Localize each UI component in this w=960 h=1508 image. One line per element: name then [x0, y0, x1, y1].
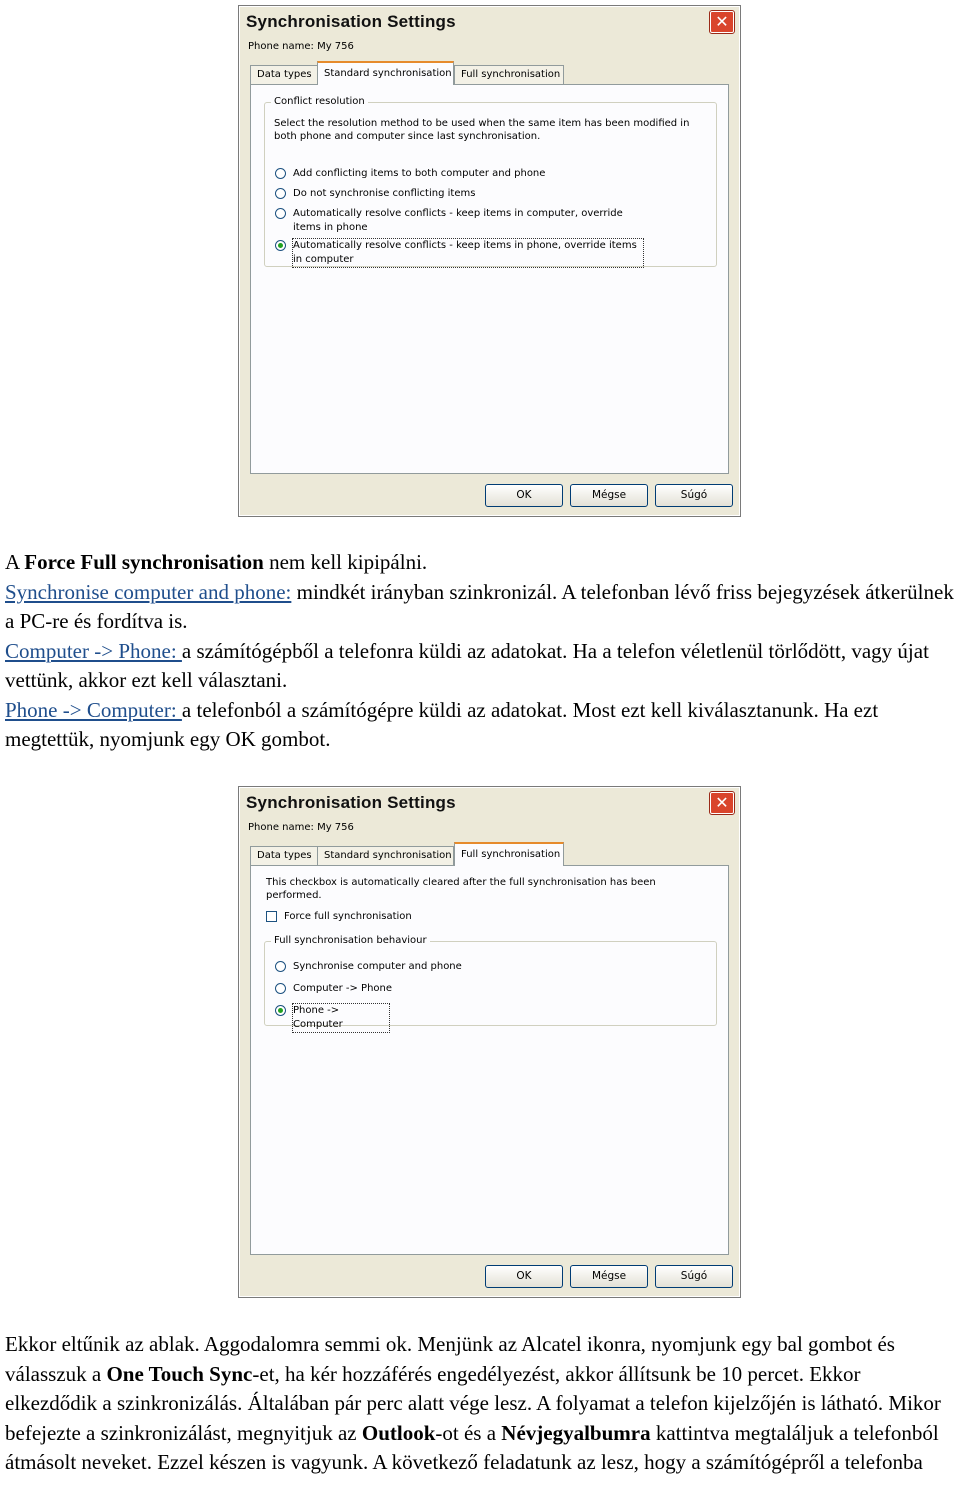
tab-standard-synchronisation[interactable]: Standard synchronisation — [317, 61, 454, 85]
group-title: Full synchronisation behaviour — [271, 935, 430, 946]
computer-to-phone-link: Computer -> Phone: — [5, 638, 182, 663]
close-icon[interactable]: ✕ — [710, 11, 734, 33]
sync-settings-dialog-standard — [238, 5, 741, 517]
radio-button[interactable] — [275, 983, 286, 994]
tab-panel — [250, 865, 729, 1255]
option-label: Add conflicting items to both computer and phone — [293, 168, 546, 179]
computer-to-phone-line — [5, 637, 957, 696]
tab-data-types[interactable]: Data types — [250, 65, 318, 84]
radio-button-selected[interactable] — [275, 240, 286, 251]
text: Ekkor eltűnik az ablak. Aggodalomra semmi ok. Menjünk az Alcatel ikonra, nyomjunk egy bal gombot és válasszuk a — [5, 1332, 895, 1386]
one-touch-sync-bold: One Touch Sync — [106, 1361, 253, 1386]
text: nem kell kipipálni. — [263, 550, 428, 574]
full-sync-behaviour-group — [264, 935, 717, 1030]
close-icon[interactable]: ✕ — [710, 792, 734, 814]
phone-to-computer-line — [5, 696, 957, 755]
text: -ot és a — [435, 1420, 502, 1445]
cancel-button[interactable]: Mégse — [570, 484, 648, 507]
radio-button[interactable] — [275, 188, 286, 199]
conflict-resolution-group — [264, 96, 717, 267]
help-button[interactable]: Súgó — [655, 1265, 733, 1288]
tab-panel — [250, 84, 729, 474]
option-label: Computer -> Phone — [293, 983, 393, 994]
checkbox[interactable] — [266, 911, 277, 922]
text: kattintva megtaláljuk a telefonból átmásolt neveket. Ezzel készen is vagyunk. A következő feladatunk az lesz, hogy a számítógépről a telefonba — [5, 1420, 939, 1474]
tab-full-synchronisation[interactable]: Full synchronisation — [454, 842, 564, 866]
option-label: Automatically resolve conflicts - keep items in phone, override items in computer — [293, 239, 643, 267]
text: -et, ha kér hozzáférés engedélyezést, akkor állítsunk be 10 percet. Ekkor elkezdődik a szinkronizálás. Általában pár perc alatt vége lesz. A folyamat a telefon kijelzőjén is látható. Mikor befejezte a szinkronizálást, megnyitjuk az — [5, 1361, 941, 1445]
tab-data-types[interactable]: Data types — [250, 846, 318, 865]
ok-button[interactable]: OK — [485, 1265, 563, 1288]
force-full-line — [5, 548, 957, 578]
tab-standard-synchronisation[interactable]: Standard synchronisation — [317, 846, 454, 865]
outlook-bold: Outlook — [361, 1420, 436, 1445]
phone-to-computer-link: Phone -> Computer: — [5, 697, 182, 722]
ok-button[interactable]: OK — [485, 484, 563, 507]
group-title: Conflict resolution — [271, 96, 368, 107]
text: a telefonból a számítógépre küldi az adatokat. Most ezt kell kiválasztanunk. Ha ezt megtettük, nyomjunk egy OK gombot. — [5, 697, 879, 751]
cancel-button[interactable]: Mégse — [570, 1265, 648, 1288]
phone-name-label: Phone name: My 756 — [248, 41, 354, 52]
radio-button-selected[interactable] — [275, 1005, 286, 1016]
dialog-titlebar — [239, 787, 740, 819]
radio-button[interactable] — [275, 208, 286, 219]
option-label: Phone -> Computer — [293, 1004, 389, 1032]
option-label: Synchronise computer and phone — [293, 961, 462, 972]
text: mindkét irányban szinkronizál. A telefonban lévő friss bejegyzések átkerülnek a PC-re és fordítva is. — [5, 579, 954, 633]
radio-button[interactable] — [275, 961, 286, 972]
auto-clear-note: This checkbox is automatically cleared after the full synchronisation has been performed. — [266, 877, 656, 901]
dialog-title: Synchronisation Settings — [246, 12, 456, 31]
text: a számítógépből a telefonra küldi az adatokat. Ha a telefon véletlenül törlődött, vagy újat vettünk, akkor ezt kell választani. — [5, 638, 929, 692]
help-button[interactable]: Súgó — [655, 484, 733, 507]
dialog-title: Synchronisation Settings — [246, 793, 456, 812]
paragraph-text — [5, 1330, 957, 1478]
instructions-paragraph-1 — [5, 548, 957, 755]
checkbox-label: Force full synchronisation — [284, 911, 412, 922]
force-full-bold: Force Full synchronisation — [24, 550, 264, 574]
conflict-description: Select the resolution method to be used when the same item has been modified in both phone and computer since last synchronisation. — [274, 118, 690, 142]
phone-name-label: Phone name: My 756 — [248, 822, 354, 833]
sync-both-line — [5, 578, 957, 637]
nevjegyalbum-bold: Névjegyalbumra — [501, 1420, 651, 1445]
tab-full-synchronisation[interactable]: Full synchronisation — [454, 65, 564, 84]
text: A — [5, 550, 25, 574]
sync-settings-dialog-full — [238, 786, 741, 1298]
radio-button[interactable] — [275, 168, 286, 179]
option-label: Automatically resolve conflicts - keep items in computer, override items in phone — [293, 208, 623, 233]
option-label: Do not synchronise conflicting items — [293, 188, 476, 199]
dialog-titlebar — [239, 6, 740, 38]
sync-both-link: Synchronise computer and phone: — [5, 579, 292, 604]
instructions-paragraph-2 — [5, 1330, 957, 1478]
